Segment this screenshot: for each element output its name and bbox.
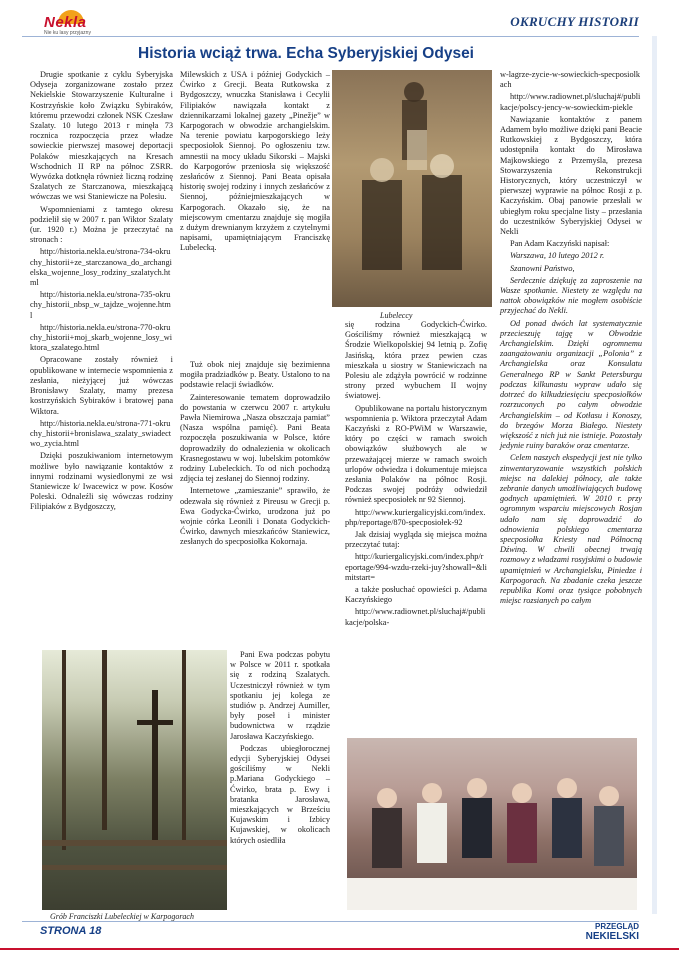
grave-photo	[42, 650, 227, 910]
article-title: Historia wciąż trwa. Echa Syberyjskiej Odysei	[138, 45, 474, 62]
page-number: STRONA 18	[40, 925, 102, 937]
footer-accent	[0, 948, 679, 950]
paragraph: Serdecznie dziękuję za zaproszenie na Wasze spotkanie. Niestety ze względu na nattok obowiązków nie mogłem osobiście przyjechać do Nekli.	[500, 275, 642, 316]
paragraph: Wspomnieniami z tamtego okresu podzielił się w 2007 r. pan Wiktor Szalaty (ur. 1920 r.) Można je przeczytać na stronach :	[30, 204, 173, 245]
paragraph: a także posłuchać opowieści p. Adama Kaczyńskiego	[345, 585, 487, 605]
column-2-lower	[180, 360, 330, 550]
paragraph: Opracowane zostały również i opublikowane w internecie wspomnienia z zesłania, nieżyjącej już wówczas Bronisławy Szalaty, mamy prezesa kostrzyńskich Sybiraków i bratowej pana Wiktora.	[30, 355, 173, 416]
link-text[interactable]: http://historia.nekla.eu/strona-735-okruchy_historii_nbsp_w_tajdze_wojenne.html	[30, 290, 171, 320]
photo-caption: Lubeleccy	[380, 311, 413, 320]
letter-date: Warszawa, 10 lutego 2012 r.	[510, 251, 605, 261]
link-text[interactable]: http://historia.nekla.eu/strona-770-okruchy_historii+moj_skarb_wojenne_losy_wiktora_szalatego.html	[30, 322, 173, 353]
family-photo-figures	[332, 70, 492, 307]
section-title: OKRUCHY HISTORII	[510, 14, 639, 29]
family-photo	[332, 70, 492, 307]
link-text[interactable]: http://kuriergalicyjski.com/index.php/reportage/994-wzdu-rzeki-juy?showall=&limitstart=	[345, 552, 487, 582]
link-text[interactable]: http://www.radiownet.pl/sluchaj#/publikacje/polska-	[345, 607, 486, 627]
brand-top: PRZEGLĄD	[595, 922, 639, 931]
group-photo	[347, 738, 637, 910]
paragraph: się rodzina Godyckich-Ćwirko. Gościliśmy również mieszkającą w Środzie Wielkopolskiej 94 letnią p. Zofię Jasińską, która przez pewien czas mieszkała u siostry w Staniewiczach na Polesiu ale zdążyła powrócić w rodzinne strony przed wybuchem II wojny światowej.	[345, 320, 487, 401]
paragraph: Milewskich z USA i później Godyckich – Ćwirko z Grecji. Beata Rutkowska z Bydgoszczy, wnuczka Stanisława i Cecylii Filipiaków nawiązała kontakt z dziennikarzami lokalnej gazety „Pinežje” w Karpogorach w obwodzie archangielskim. Na terenie powiatu karpogorskiego leży specposiołok Siennoj. Po ogłoszeniu tzw. amnestii na mocy układu Sikorski – Majski do Karpogorów przeniosła się większość zesłańców z Siennoj. Pani Beata opisała historię swojej rodziny i innych zesłańców z Siennoj, późniejmieszkających w Karpogorach. Okazało się, że na miejscowym cmentarzu znajduje się mogiła z dużym drewnianym krzyżem z czytelnymi napisami, upamiętniającym Franciszkę Lubelecką.	[180, 70, 330, 253]
header-divider	[22, 36, 639, 37]
grave-photo-drawing	[42, 650, 227, 910]
brand-bottom: NEKIELSKI	[585, 931, 639, 942]
paragraph: Nawiązanie kontaktów z panem Adamem było możliwe dzięki pani Beacie Rutkowskiej z Bydgoszczy, która udostępniła kontakt do Mirosława Majkowskiego z Przemyśla, prezesa Stowarzyszenia Rekonstrukcji Historycznych, który uczestniczył w pierwszej wyprawie na północ Rosji z p. Kaczyńskim. Obaj panowie przesłali w ubiegłym roku specjalne listy – przesłania do uczestników Syberyjskiej Odysei w Nekli	[500, 114, 642, 237]
paragraph: Celem naszych ekspedycji jest nie tylko zinwentaryzowanie wszystkich polskich miejsc na dalekiej północy, ale także zebranie danych umożliwiających budowę godnych upamiętnień. W 2010 r. przy ogromnym wsparciu miejscowych Rosjan udało nam się doprowadzić do odnowienia polskiego cmentarza specposiołka Kriesty nad Północną Dźwiną. W chwili obecnej trwają rozmowy z władzami rosyjskimi o budowie upamiętnień w Archangielsku, Piniedze i Karpogorach. Na zbadanie czeka jeszcze republika Komi oraz tysiące pobobnych miejsc rozsianych po całym	[500, 453, 642, 606]
column-3	[345, 320, 487, 630]
link-text[interactable]: http://historia.nekla.eu/strona-771-okruchy_historii+bronislawa_szalaty_swiadectwo_zycia.html	[30, 418, 172, 449]
footer-divider	[22, 921, 639, 922]
paragraph: Opublikowane na portalu historycznym wspomnienia p. Wiktora przeczytał Adam Kaczyński z RO-PWiM w Warszawie, który po części w ramach swoich obowiązków służbowych ale w przeważającej mierze w ramach swoich urlopów odwiedza i dokumentuje miejsca zesłania Polaków na północ Rosji. Podczas swojej podróży odwiedził również specposiołek nr 92 Siennoj.	[345, 403, 487, 505]
paragraph: Jak dzisiaj wygląda się miejsca można przeczytać tutaj:	[345, 530, 487, 550]
column-2	[180, 70, 330, 256]
photo-caption: Grób Franciszki Lubeleckiej w Karpogorach	[50, 912, 194, 921]
paragraph: Zainteresowanie tematem doprowadziło do powstania w czerwcu 2007 r. artykułu Pawła Niemirowa „Nasza obszczaja pamiat” (Nasza wspólna pamięć). Pani Beata rozpoczęła poszukiwania w Polsce, które doprowadziły do odnalezienia w okolicach Krasnegostawu w woj. lubelskim potomków rodziny Lubeleckich. To od nich pochodzą zdjęcia tej zesłanej do Siennoj rodziny.	[180, 392, 330, 484]
paragraph: Pani Ewa podczas pobytu w Polsce w 2011 r. spotkała się z rodziną Szalatych. Uczestniczył również w tym spotkaniu jej kolega ze studiów p. Andrzej Aumiller, były poseł i minister budownictwa w rządzie Jarosława Kaczyńskiego.	[230, 650, 330, 741]
group-photo-people	[347, 738, 637, 910]
paragraph: Tuż obok niej znajduje się bezimienna mogiła pradziadków p. Beaty. Ustalono to na podstawie relacji świadków.	[180, 360, 330, 390]
paragraph: Drugie spotkanie z cyklu Syberyjska Odyseja zorganizowane zostało przez Nekielskie Stowarzyszenie Kulturalne i Kostrzyńskie koło Związku Sybiraków, któremu przewodzi członek NSK Czesław Szalaty. 10 lutego 2013 r minęła 73 rocznica rozpoczęcia przez władze sowieckie pierwszej masowej deportacji Polaków mieszkających na Kresach Wschodnich II RP na północ ZSRR. Wywózka dotknęła również liczną rodzinę Szalatych ze Starczanowa, mieszkającą wówczas we wsi Staniewicze na Polesiu.	[30, 70, 173, 202]
letter-salutation: Szanowni Państwo,	[510, 263, 575, 273]
paragraph: Internetowe „zamieszanie” sprawiło, że odezwała się również z Pireusu w Grecji p. Ewa Godycka-Ćwirko, urodzona już po wojnie córka Leonili i Donata Godyckich-Ćwirko, dawnych mieszkańców Staniewicz, zesłanych do specposiołka Kokornaja.	[180, 486, 330, 547]
column-4	[500, 70, 642, 608]
logo-text: Nekla	[44, 14, 87, 31]
link-text[interactable]: http://www.kuriergalicyjski.com/index.php/reportage/870-specposiołek-92	[345, 507, 486, 527]
right-side-band	[652, 36, 657, 914]
paragraph: Pan Adam Kaczyński napisał:	[510, 239, 610, 249]
link-text[interactable]: http://www.radiownet.pl/sluchaj#/publikacje/polscy-jency-w-sowieckim-piekle	[500, 92, 641, 112]
column-2-bottom	[230, 650, 330, 848]
brand-logo	[586, 922, 639, 942]
nekla-logo	[22, 10, 112, 38]
link-text[interactable]: w-lagrze-zycie-w-sowieckich-specposiolkach	[500, 70, 641, 90]
paragraph: Podczas ubiegłorocznej edycji Syberyjskiej Odysei gościliśmy w Nekli p.Mariana Godyckiego – Ćwirko, brata p. Ewy i bratanka Jarosława, mieszkających w Brześciu Kujawskim i Izbicy Kujawskiej, w okolicach których osiedliła	[230, 743, 330, 845]
paragraph: Od ponad dwóch lat systematycznie przecieszuję tajgę w Obwodzie Archangielskim. Dzięki ogromnemu zaangażowaniu organizacji „Polonia” z Archangielska oraz Konsulatu Generalnego RP w Sankt Petersburgu podczas kilkunastu wypraw udało się dotrzeć do kilkudziesięciu specposiołków rozrzuconych po całym obwodzie Archangielskim – od Kotłasu i Konoszy, do brzegów Morza Białego. Niestety większość z nich już nie istnieje. Pozostały jedynie ruiny baraków oraz cmentarze.	[500, 318, 642, 451]
column-1	[30, 70, 173, 515]
paragraph: Dzięki poszukiwaniom internetowym możliwe było nawiązanie kontaktów z innymi rodzinami wysiedlonymi ze wsi Staniewicze k/ Iwacewicz w pow. Kosów Poleski. Odnaleźli się wówczas rodziny Filipiaków z Bydgoszczy,	[30, 451, 173, 512]
logo-tagline: Nie ku lasy przyjazny	[44, 30, 91, 36]
link-text[interactable]: http://historia.nekla.eu/strona-734-okruchy_historii+ze_starczanowa_do_archangielska_wojenne_losy_rodziny_szalatych.html	[30, 247, 172, 288]
